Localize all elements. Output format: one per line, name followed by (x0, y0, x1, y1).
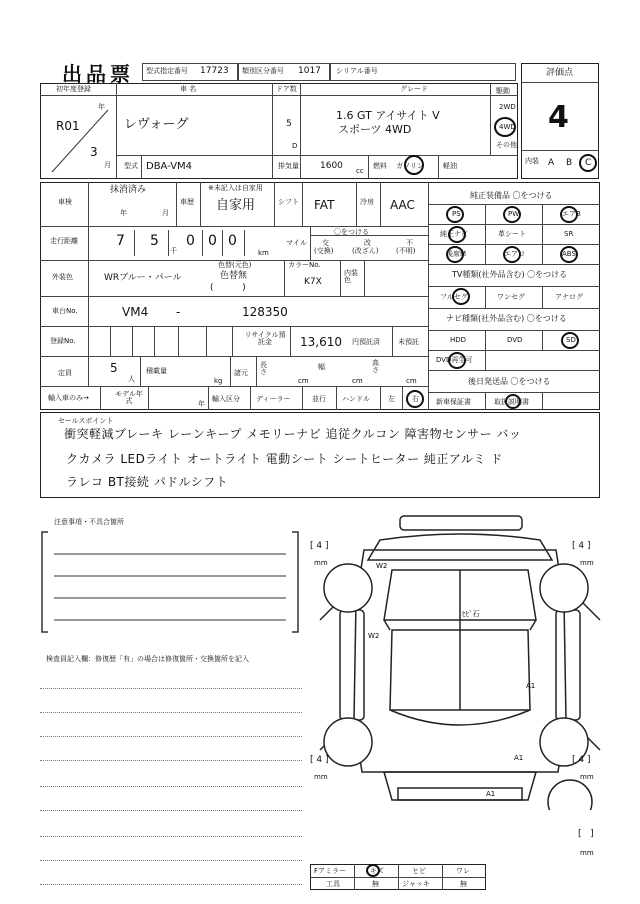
tools-value: 無 (372, 880, 379, 888)
inspection-month-unit: 月 (162, 209, 169, 217)
mileage-digit-1: 7 (116, 233, 125, 249)
tire-unit-fr: mm (580, 559, 594, 567)
drive-label: 駆動 (496, 87, 510, 95)
history-label: 車歴 (180, 198, 194, 206)
steering-right: 右 (412, 395, 419, 403)
mileage-digit-3: 0 (186, 233, 195, 249)
tire-unit-fl: mm (314, 559, 328, 567)
mile-label: マイル (286, 239, 307, 247)
displacement-unit: cc (356, 167, 364, 175)
tv-fullseg: フルセグ (440, 293, 468, 301)
equip-aero: エアロ (504, 250, 525, 258)
capacity-unit: 人 (128, 375, 135, 383)
selling-points-line-3: ラレコ BT接続 パドルシフト (66, 475, 229, 489)
parts-warranty: 新車保証書 (436, 398, 471, 406)
tire-depth-rear-left: [ 4 ] (310, 755, 329, 765)
interior-grade-a: A (548, 158, 555, 168)
color-number-label: カラーNo. (288, 261, 321, 269)
nav-dvd: DVD (507, 336, 523, 344)
equip-airbag-circle (560, 206, 578, 223)
nav-dvd-playback: DVD再生可 (436, 356, 473, 364)
ac-label: 冷房 (360, 198, 374, 206)
mark-a1-side: A1 (526, 682, 536, 690)
score-label: 評価点 (546, 68, 574, 78)
length-label: 長さ (260, 361, 267, 376)
inspector-label: 検査員記入欄：修復歴「有」の場合は修復箇所・交換箇所を記入 (46, 655, 249, 663)
color-change-value: 色替無 (220, 271, 248, 281)
meter-tamper-mark: 改 (364, 239, 371, 247)
fuel-diesel-label: 軽油 (443, 162, 457, 170)
width-label: 幅 (318, 363, 325, 371)
caution-label: 注意事項・不具合箇所 (54, 518, 124, 526)
equip-pw: PW (508, 210, 520, 218)
length-cm: cm (298, 377, 309, 385)
year-unit: 年 (98, 103, 105, 111)
chassis-number: 128350 (242, 305, 288, 319)
tire-depth-front-right: [ 4 ] (572, 541, 591, 551)
class-number-value: 1017 (298, 66, 321, 76)
meter-exchange-mark: 交 (322, 239, 329, 247)
inspection-label: 車検 (58, 198, 72, 206)
caution-bracket (36, 522, 304, 640)
equip-rear-monitor-circle (446, 246, 467, 263)
month-unit: 月 (104, 161, 111, 169)
equipment-header: 純正装備品 〇をつける (470, 191, 553, 200)
capacity-label: 定員 (58, 369, 72, 377)
meter-exchange: (交換) (314, 247, 334, 255)
model-year-label: モデル年式 (115, 390, 143, 405)
glass-header-mirror: Fアミラー (314, 867, 347, 875)
interior-color-label: 内装色 (344, 269, 358, 284)
doors-label: ドア数 (276, 85, 297, 93)
equip-ps-circle (446, 206, 464, 223)
grade-line-1: 1.6 GT アイサイト V (336, 109, 440, 122)
color-number-value: K7X (304, 277, 322, 287)
parts-header: 後日発送品 〇をつける (468, 377, 551, 386)
meter-unknown-mark: 不 (406, 239, 413, 247)
color-value: WRブルー・パール (104, 273, 182, 283)
recycle-value: 13,610 (300, 335, 342, 349)
meter-header: 〇をつける (334, 228, 369, 236)
steering-label: ハンドル (342, 395, 370, 403)
tire-unit-rr: mm (580, 773, 594, 781)
interior-grade-label: 内装 (525, 157, 539, 165)
equip-ps: PS (452, 210, 461, 218)
drive-4wd-circle (494, 117, 516, 137)
selling-points-line-1: 衝突軽減ブレーキ レーンキープ メモリーナビ 追従クルコン 障害物センサー バッ (64, 427, 522, 441)
capacity-value: 5 (110, 361, 118, 375)
load-unit: kg (214, 377, 223, 385)
score-value: 4 (548, 100, 569, 135)
type-number-value: 17723 (200, 66, 229, 76)
interior-grade-b: B (566, 158, 573, 168)
steering-left: 左 (388, 395, 395, 403)
mileage-digit-5: 0 (228, 233, 237, 249)
drive-other: その他 (496, 141, 517, 149)
nav-sd-circle (561, 332, 579, 349)
shift-value: FAT (314, 198, 335, 212)
equip-abs: ABS (562, 250, 576, 258)
equip-airbag: エアB (562, 210, 581, 218)
equip-pw-circle (503, 206, 521, 223)
serial-number-label: シリアル番号 (336, 67, 378, 75)
mark-a1-rear: A1 (514, 754, 524, 762)
height-cm: cm (406, 377, 417, 385)
inspection-year-unit: 年 (120, 209, 127, 217)
class-number-label: 類別区分番号 (242, 67, 284, 75)
drive-4wd: 4WD (499, 123, 516, 131)
color-change-parens: ( ) (210, 283, 246, 293)
glass-header-scratch: キズ (370, 867, 384, 875)
width-cm: cm (352, 377, 363, 385)
tire-unit-spare: mm (580, 849, 594, 857)
chassis-label: 車台No. (52, 307, 78, 315)
displacement-label: 排気量 (278, 162, 299, 170)
first-registration-month: 3 (90, 145, 98, 159)
nav-header: ナビ種類(社外品含む) 〇をつける (446, 314, 567, 323)
jack-label: ジャッキ (402, 880, 430, 888)
car-name-label: 車 名 (180, 85, 197, 93)
grade-label: グレード (400, 85, 428, 93)
glass-scratch-circle (366, 864, 380, 877)
load-label: 積載量 (146, 367, 167, 375)
mark-a1-bumper: A1 (486, 790, 496, 798)
parts-manual-circle (505, 394, 521, 409)
tire-unit-rl: mm (314, 773, 328, 781)
tv-analog: アナログ (555, 293, 583, 301)
tv-header: TV種類(社外品含む) 〇をつける (452, 270, 568, 279)
tire-depth-spare: [ ] (578, 829, 594, 839)
selling-points-line-2: クカメラ LEDライト オートライト 電動シート シートヒーター 純正アルミ ド (66, 452, 503, 466)
color-change-label: 色替(元色) (218, 261, 252, 269)
parts-manual: 取扱説明書 (494, 398, 529, 406)
recycle-unit: 円預託済 (352, 338, 380, 346)
mileage-digit-2: 5 (150, 233, 159, 249)
mileage-unit: km (258, 249, 269, 257)
nav-hdd: HDD (450, 336, 467, 344)
meter-tamper: (改ざん) (352, 247, 379, 255)
history-note: ※未記入は自家用 (208, 184, 263, 192)
import-type-label: 輸入区分 (212, 395, 240, 403)
fuel-gasoline-circle (404, 155, 424, 175)
steering-right-circle (406, 390, 424, 408)
selling-points-label: セールスポイント (58, 417, 114, 425)
mark-stone-chip: ﾋﾋﾞ石 (462, 610, 480, 618)
grade-line-2: スポーツ 4WD (338, 123, 412, 136)
recycle-label: リサイクル預託金 (244, 331, 286, 346)
first-registration-label: 初年度登録 (56, 85, 91, 93)
recycle-unpaid: 未預託 (398, 338, 419, 346)
fuel-gasoline: ガソリン (396, 162, 424, 170)
dimensions-label: 諸元 (234, 369, 248, 377)
drive-2wd: 2WD (499, 103, 516, 111)
equip-navi-circle (448, 226, 466, 243)
tire-depth-rear-right: [ 4 ] (572, 755, 591, 765)
first-registration-era: R01 (56, 119, 80, 133)
model-label: 型式 (124, 162, 138, 170)
chassis-prefix: VM4 (122, 305, 149, 319)
meter-unknown: (不明) (396, 247, 416, 255)
tire-depth-front-left: [ 4 ] (310, 541, 329, 551)
jack-value: 無 (460, 880, 467, 888)
equip-rear-monitor: 後席M (446, 250, 467, 258)
equip-leather: 革シート (498, 230, 526, 238)
import-label: 輸入車のみ→ (48, 394, 89, 402)
interior-grade-c: C (585, 158, 592, 168)
tools-label: 工具 (326, 880, 340, 888)
equip-aero-circle (503, 246, 521, 263)
height-label: 高さ (372, 359, 379, 374)
nav-sd: SD (566, 336, 576, 344)
form-title: 出品票 (62, 62, 134, 86)
registration-number-label: 登録No. (50, 337, 76, 345)
color-label: 外装色 (52, 273, 73, 281)
interior-grade-c-circle (579, 154, 597, 172)
model-value: DBA-VM4 (146, 161, 193, 172)
fuel-label: 燃料 (373, 162, 387, 170)
car-diagram (300, 510, 620, 810)
shift-label: シフト (278, 198, 299, 206)
doors-unit: D (292, 142, 298, 150)
glass-header-break: ワレ (456, 867, 470, 875)
history-value: 自家用 (216, 198, 256, 213)
import-parallel: 並行 (312, 395, 326, 403)
type-number-label: 型式指定番号 (146, 67, 188, 75)
mileage-label: 走行距離 (50, 237, 78, 245)
equip-abs-circle (560, 246, 578, 263)
glass-header-crack: ヒビ (412, 867, 426, 875)
mileage-thousand-unit: 千 (170, 247, 177, 255)
chassis-dash: - (176, 305, 181, 319)
doors-value: 5 (286, 119, 292, 129)
tv-oneseg: ワンセグ (497, 293, 525, 301)
mileage-digit-4: 0 (208, 233, 217, 249)
displacement-value: 1600 (320, 161, 343, 171)
nav-dvd-playback-circle (448, 352, 466, 369)
model-year-unit: 年 (198, 400, 205, 408)
mark-w2-side: W2 (368, 632, 380, 640)
equip-navi: 純正ナビ (440, 230, 468, 238)
inspection-value: 抹消済み (110, 185, 147, 195)
mark-w2-front: W2 (376, 562, 388, 570)
ac-value: AAC (390, 198, 415, 212)
import-dealer: ディーラー (256, 395, 291, 403)
tv-fullseg-circle (452, 288, 470, 305)
car-name-value: レヴォーグ (124, 117, 189, 132)
equip-sunroof: SR (564, 230, 574, 238)
